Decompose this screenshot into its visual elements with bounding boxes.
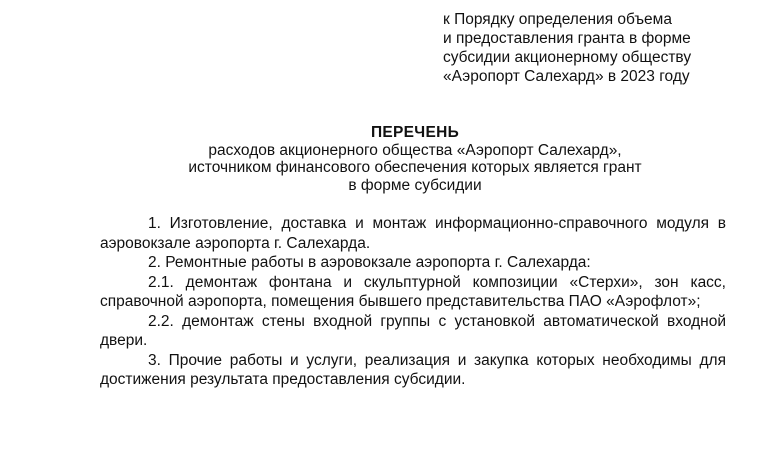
appendix-note-line: и предоставления гранта в форме <box>443 30 691 47</box>
appendix-note <box>443 10 743 86</box>
appendix-note-line: к Порядку определения объема <box>443 11 672 28</box>
list-item: 2.2. демонтаж стены входной группы с установкой автоматической входной двери. <box>100 312 726 349</box>
list-item: 3. Прочие работы и услуги, реализация и закупка которых необходимы для достижения результата предоставления субсидии. <box>100 351 726 388</box>
document-subtitle <box>100 142 730 195</box>
document-body <box>100 214 726 390</box>
title-block <box>100 124 730 194</box>
subtitle-line: источником финансового обеспечения которых является грант <box>188 159 642 176</box>
list-item: 2.1. демонтаж фонтана и скульптурной композиции «Стерхи», зон касс, справочной аэропорта, помещения бывшего представительства ПАО «Аэрофлот»; <box>100 273 726 310</box>
list-item: 2. Ремонтные работы в аэровокзале аэропорта г. Салехарда: <box>148 254 591 271</box>
appendix-note-line: «Аэропорт Салехард» в 2023 году <box>443 68 690 85</box>
subtitle-line: расходов акционерного общества «Аэропорт Салехард», <box>208 141 622 159</box>
list-item: 1. Изготовление, доставка и монтаж информационно-справочного модуля в аэровокзале аэропорта г. Салехарда. <box>100 215 726 252</box>
subtitle-line: в форме субсидии <box>348 176 482 194</box>
document-title: ПЕРЕЧЕНЬ <box>370 124 460 141</box>
appendix-note-line: субсидии акционерному обществу <box>443 49 692 66</box>
